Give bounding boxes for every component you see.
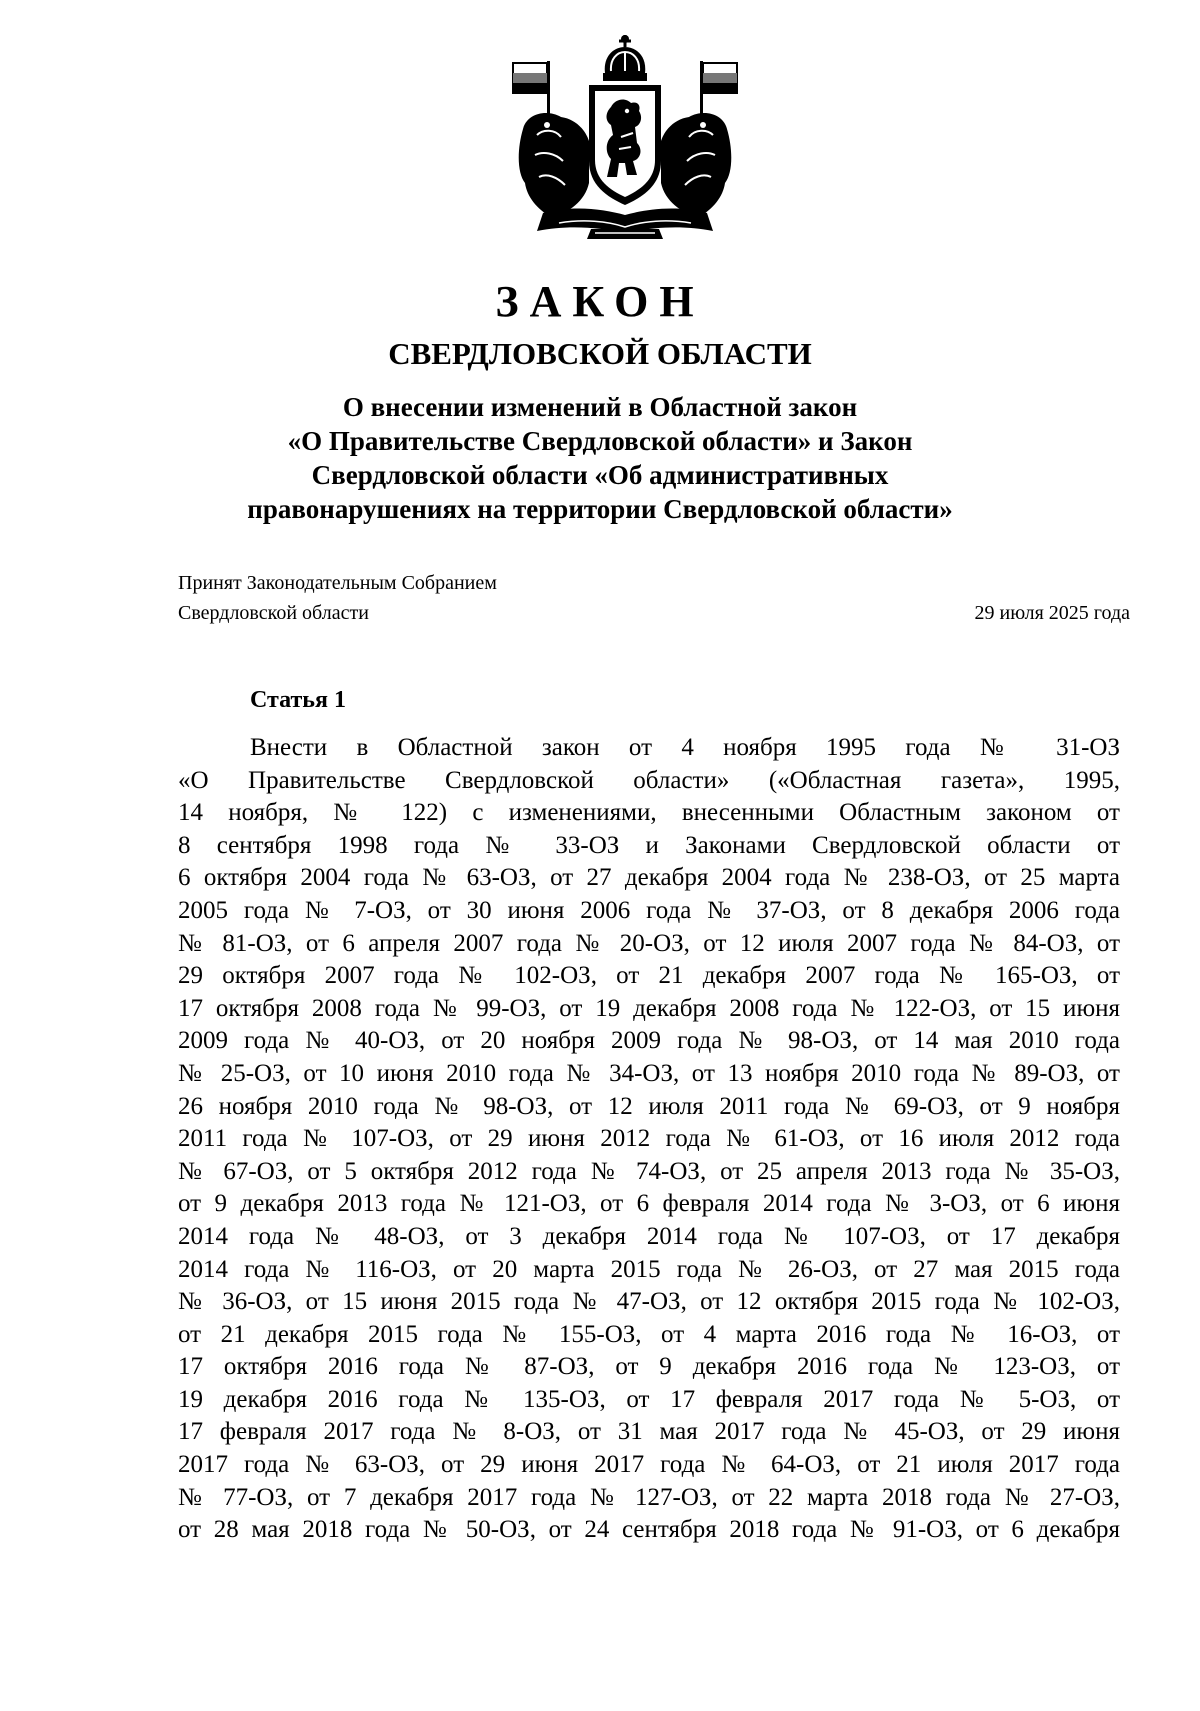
coat-of-arms-icon xyxy=(503,33,747,243)
article-body-line: 2005 года № 7-ОЗ, от 30 июня 2006 года № 37-ОЗ, от 8 декабря 2006 года xyxy=(178,896,1120,924)
article-body-line: 8 сентября 1998 года № 33-ОЗ и Законами Свердловской области от xyxy=(178,831,1120,859)
article-title: Статья 1 xyxy=(250,687,346,713)
article-body-line: 14 ноября, № 122) с изменениями, внесенными Областным законом от xyxy=(178,799,1120,827)
article-body-line: от 9 декабря 2013 года № 121-ОЗ, от 6 февраля 2014 года № 3-ОЗ, от 6 июня xyxy=(178,1190,1120,1218)
article-body-line: № 67-ОЗ, от 5 октября 2012 года № 74-ОЗ, от 25 апреля 2013 года № 35-ОЗ, xyxy=(178,1157,1120,1185)
document-type-title: ЗАКОН xyxy=(495,277,705,326)
article-body-line: 29 октября 2007 года № 102-ОЗ, от 21 декабря 2007 года № 165-ОЗ, от xyxy=(178,962,1120,990)
article-body-line: 2011 года № 107-ОЗ, от 29 июня 2012 года № 61-ОЗ, от 16 июля 2012 года xyxy=(178,1125,1120,1153)
adoption-date: 29 июля 2025 года xyxy=(974,602,1130,624)
adoption-line: Свердловской области xyxy=(178,602,369,624)
article-body-line: № 25-ОЗ, от 10 июня 2010 года № 34-ОЗ, от 13 ноября 2010 года № 89-ОЗ, от xyxy=(178,1059,1120,1087)
article-body-line: 6 октября 2004 года № 63-ОЗ, от 27 декабря 2004 года № 238-ОЗ, от 25 марта xyxy=(178,864,1120,892)
subtitle-line: О внесении изменений в Областной закон xyxy=(342,392,858,422)
article-body-line: от 28 мая 2018 года № 50-ОЗ, от 24 сентября 2018 года № 91-ОЗ, от 6 декабря xyxy=(178,1516,1120,1544)
region-title: СВЕРДЛОВСКОЙ ОБЛАСТИ xyxy=(388,336,812,371)
article-body-line: 19 декабря 2016 года № 135-ОЗ, от 17 февраля 2017 года № 5-ОЗ, от xyxy=(178,1385,1120,1413)
article-body-line: 2014 года № 48-ОЗ, от 3 декабря 2014 года № 107-ОЗ, от 17 декабря xyxy=(178,1222,1120,1250)
article-body-line: № 36-ОЗ, от 15 июня 2015 года № 47-ОЗ, от 12 октября 2015 года № 102-ОЗ, xyxy=(178,1288,1120,1316)
subtitle-line: Свердловской области «Об административных xyxy=(311,460,889,490)
adoption-row xyxy=(178,598,1130,628)
article-body-line: 2017 года № 63-ОЗ, от 29 июня 2017 года № 64-ОЗ, от 21 июля 2017 года xyxy=(178,1451,1120,1479)
article-body-line: № 77-ОЗ, от 7 декабря 2017 года № 127-ОЗ, от 22 марта 2018 года № 27-ОЗ, xyxy=(178,1483,1120,1511)
article-body xyxy=(178,732,1120,1547)
article-body-line: от 21 декабря 2015 года № 155-ОЗ, от 4 марта 2016 года № 16-ОЗ, от xyxy=(178,1320,1120,1348)
article-body-line: «О Правительстве Свердловской области» («Областная газета», 1995, xyxy=(178,766,1120,794)
article-body-line: 2014 года № 116-ОЗ, от 20 марта 2015 года № 26-ОЗ, от 27 мая 2015 года xyxy=(178,1255,1120,1283)
article-body-line: 26 ноября 2010 года № 98-ОЗ, от 12 июля 2011 года № 69-ОЗ, от 9 ноября xyxy=(178,1092,1120,1120)
subtitle-line: правонарушениях на территории Свердловской области» xyxy=(247,494,953,524)
law-subtitle xyxy=(200,390,1000,526)
article-body-line: 2009 года № 40-ОЗ, от 20 ноября 2009 года № 98-ОЗ, от 14 мая 2010 года xyxy=(178,1027,1120,1055)
article-body-line: 17 октября 2016 года № 87-ОЗ, от 9 декабря 2016 года № 123-ОЗ, от xyxy=(178,1353,1120,1381)
adoption-line: Принят Законодательным Собранием xyxy=(178,572,497,594)
article-body-line: 17 октября 2008 года № 99-ОЗ, от 19 декабря 2008 года № 122-ОЗ, от 15 июня xyxy=(178,994,1120,1022)
article-body-line: Внести в Областной закон от 4 ноября 1995 года № 31-ОЗ xyxy=(250,734,1120,761)
subtitle-line: «О Правительстве Свердловской области» и Закон xyxy=(287,426,913,456)
article-body-line: 17 февраля 2017 года № 8-ОЗ, от 31 мая 2017 года № 45-ОЗ, от 29 июня xyxy=(178,1418,1120,1446)
adoption-block xyxy=(178,568,1130,628)
article-body-line: № 81-ОЗ, от 6 апреля 2007 года № 20-ОЗ, от 12 июля 2007 года № 84-ОЗ, от xyxy=(178,929,1120,957)
